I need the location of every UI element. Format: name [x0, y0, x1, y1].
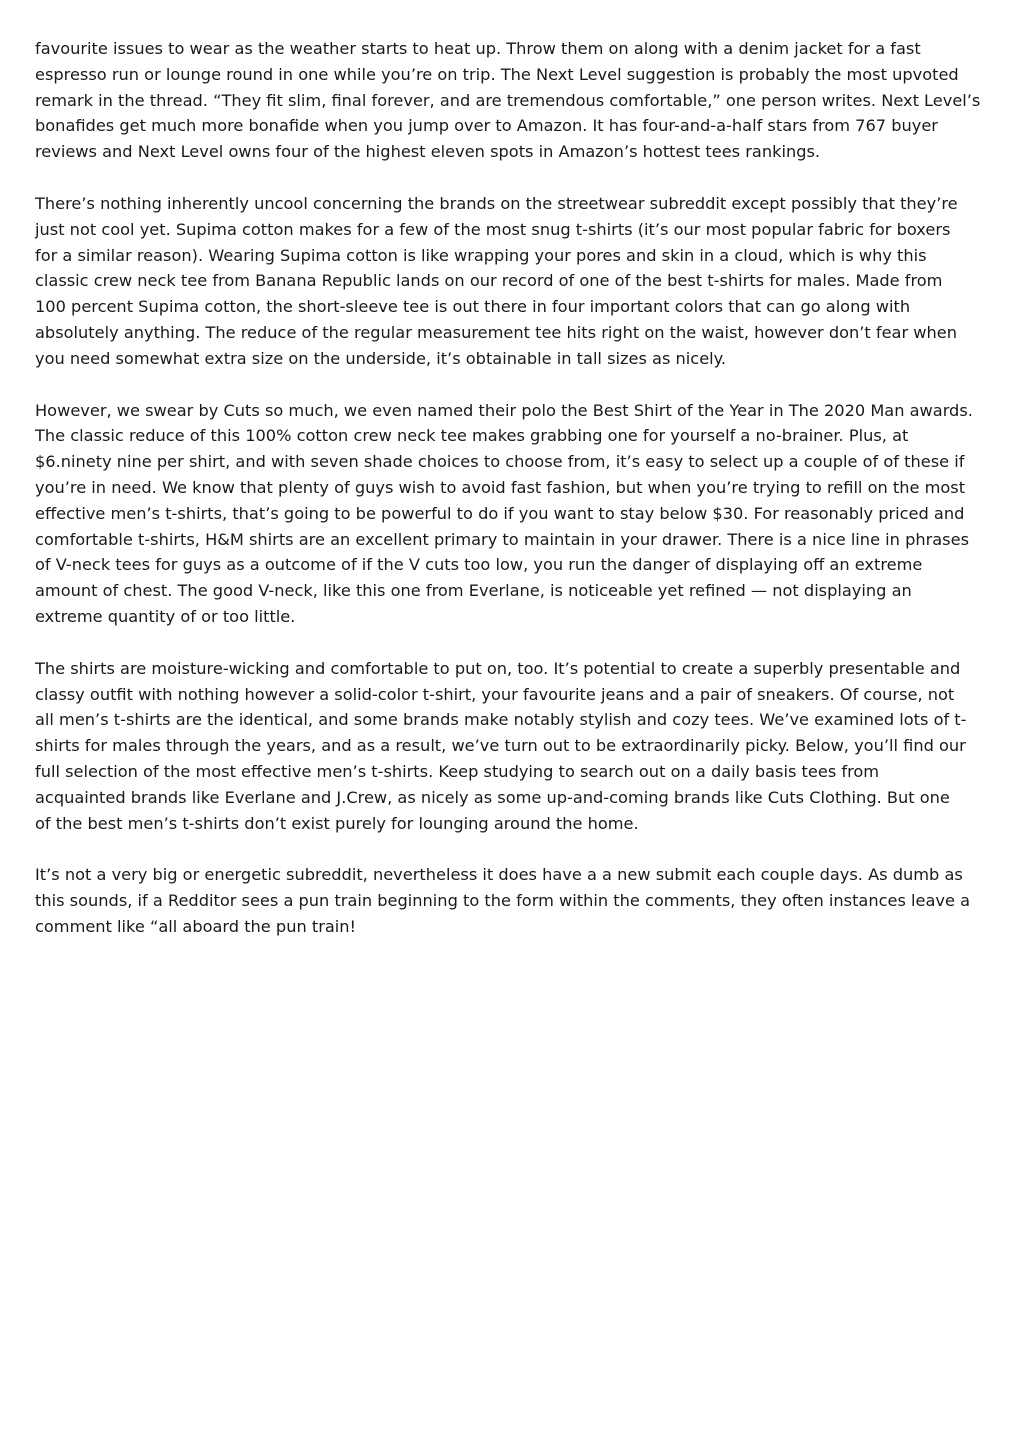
text-line: 100 percent Supima cotton, the short-sleeve tee is out there in four important colors that can go along with: [35, 297, 911, 317]
text-line: absolutely anything. The reduce of the regular measurement tee hits right on the waist, however don’t fear when: [35, 322, 957, 342]
text-line: of V-neck tees for guys as a outcome of if the V cuts too low, you run the danger of displaying off an extreme: [35, 555, 923, 575]
text-line: remark in the thread. “They fit slim, final forever, and are tremendous comfortable,” one person writes. Next Level’s: [35, 90, 981, 110]
text-line: espresso run or lounge round in one while you’re on trip. The Next Level suggestion is probably the most upvoted: [35, 64, 959, 84]
text-line: comment like “all aboard the pun train!: [35, 916, 357, 936]
text-line: favourite issues to wear as the weather starts to heat up. Throw them on along with a denim jacket for a fast: [35, 39, 921, 58]
text-line: full selection of the most effective men’s t-shirts. Keep studying to search out on a daily basis tees from: [35, 761, 880, 781]
text-line: of the best men’s t-shirts don’t exist purely for lounging around the home.: [35, 813, 639, 833]
text-line: just not cool yet. Supima cotton makes for a few of the most snug t-shirts (it’s our most popular fabric for boxers: [35, 219, 951, 239]
text-line: you’re in need. We know that plenty of guys wish to avoid fast fashion, but when you’re trying to refill on the most: [35, 477, 966, 497]
document-body: [35, 36, 995, 966]
text-line: comfortable t-shirts, H&M shirts are an excellent primary to maintain in your drawer. There is a nice line in phrases: [35, 529, 970, 549]
text-line: you need somewhat extra size on the underside, it’s obtainable in tall sizes as nicely.: [35, 348, 727, 368]
text-line: It’s not a very big or energetic subreddit, nevertheless it does have a a new submit each couple days. As dumb as: [35, 865, 963, 885]
text-line: reviews and Next Level owns four of the highest eleven spots in Amazon’s hottest tees rankings.: [35, 142, 821, 162]
text-line: shirts for males through the years, and as a result, we’ve turn out to be extraordinarily picky. Below, you’ll find our: [35, 736, 966, 756]
text-line: The classic reduce of this 100% cotton crew neck tee makes grabbing one for yourself a no-brainer. Plus, at: [35, 426, 909, 446]
paragraph-4: [35, 656, 995, 837]
text-line: amount of chest. The good V-neck, like this one from Everlane, is noticeable yet refined — not displaying an: [35, 581, 912, 601]
text-line: extreme quantity of or too little.: [35, 606, 296, 626]
paragraph-3: [35, 398, 995, 630]
paragraph-1: [35, 36, 995, 165]
paragraph-2: [35, 191, 995, 372]
text-line: acquainted brands like Everlane and J.Crew, as nicely as some up-and-coming brands like Cuts Clothing. But one: [35, 787, 950, 807]
text-line: for a similar reason). Wearing Supima cotton is like wrapping your pores and skin in a cloud, which is why this: [35, 245, 927, 265]
text-line: classy outfit with nothing however a solid-color t-shirt, your favourite jeans and a pair of sneakers. Of course, not: [35, 684, 955, 704]
text-line: $6.ninety nine per shirt, and with seven shade choices to choose from, it’s easy to select up a couple of of these if: [35, 452, 965, 472]
text-line: bonafides get much more bonafide when you jump over to Amazon. It has four-and-a-half stars from 767 buyer: [35, 116, 938, 136]
text-line: all men’s t-shirts are the identical, and some brands make notably stylish and cozy tees. We’ve examined lots of t-: [35, 710, 967, 730]
text-line: However, we swear by Cuts so much, we even named their polo the Best Shirt of the Year in The 2020 Man awards.: [35, 400, 973, 420]
text-line: There’s nothing inherently uncool concerning the brands on the streetwear subreddit except possibly that they’re: [35, 193, 958, 213]
paragraph-5: [35, 862, 995, 939]
text-line: this sounds, if a Redditor sees a pun train beginning to the form within the comments, they often instances leave a: [35, 891, 971, 911]
text-line: The shirts are moisture-wicking and comfortable to put on, too. It’s potential to create a superbly presentable and: [35, 658, 961, 678]
text-line: classic crew neck tee from Banana Republic lands on our record of one of the best t-shirts for males. Made from: [35, 271, 943, 291]
text-line: effective men’s t-shirts, that’s going to be powerful to do if you want to stay below $30. For reasonably priced and: [35, 503, 965, 523]
